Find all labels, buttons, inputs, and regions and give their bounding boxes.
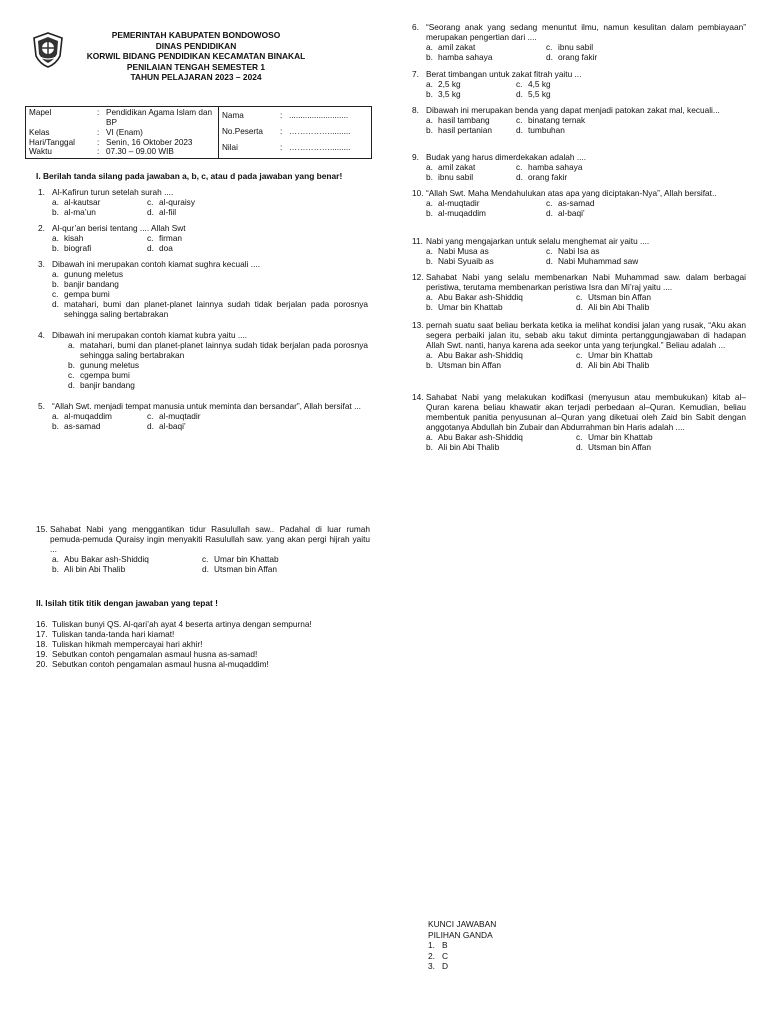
question-text: pernah suatu saat beliau berkata ketika ia melihat kondisi jalan yang rusak, “Aku akan segera perbaiki jalan itu, sebab aku takut diminta pertanggungjawaban di hadapan Allah Swt. nanti, hanya karena ada seekor unta yang terjungkal.” Beliau adalah ... bbox=[426, 320, 746, 350]
question-text: “Allah Swt. menjadi tempat manusia untuk meminta dan bersandar”, Allah bersifat ... bbox=[52, 401, 361, 411]
option-b[interactable]: b. gunung meletus bbox=[68, 359, 140, 370]
answer-key-item: 2. C bbox=[428, 950, 449, 961]
option-a[interactable]: a. Abu Bakar ash-Shiddiq bbox=[426, 349, 523, 360]
question-text: Sahabat Nabi yang melakukan kodifkasi (menyusun atau membukukan) kitab al–Quran karena beliau khawatir akan terjadi perbedaan al–Quran. Kemudian, beliau membentuk panitia penyusunan al–Quran yang diketuai oleh Zaid bin Sabit dengan anggotanya Abdullah bin Zubair dan Abdurrahman bin Haris adalah .... bbox=[426, 392, 746, 432]
option-d[interactable]: d. matahari, bumi dan planet-planet lainnya sudah tidak berjalan pada porosnya sehingga saling bertabrakan bbox=[52, 298, 368, 319]
question-6 bbox=[412, 23, 746, 63]
option-d[interactable]: d. Ali bin Abi Thalib bbox=[576, 301, 650, 312]
option-b[interactable]: b. Umar bin Khattab bbox=[426, 301, 503, 312]
colon: : bbox=[97, 137, 100, 147]
question-11 bbox=[412, 237, 746, 267]
question-number: 13. bbox=[412, 320, 424, 330]
header-line-1: PEMERINTAH KABUPATEN BONDOWOSO bbox=[111, 30, 281, 40]
student-id-cell bbox=[219, 107, 372, 159]
option-c[interactable]: c. binatang ternak bbox=[516, 114, 586, 125]
header-line-5: TAHUN PELAJARAN 2023 – 2024 bbox=[130, 72, 262, 82]
kelas-value: VI (Enam) bbox=[106, 127, 143, 137]
option-d[interactable]: d. banjir bandang bbox=[68, 379, 135, 390]
question-text: Sahabat Nabi yang selalu membenarkan Nabi Muhammad saw. dalam berbagai peristiwa, terutama membenarkan peristiwa Isra dan Mi’raj yaitu .... bbox=[426, 272, 746, 292]
option-d[interactable]: d. Utsman bin Affan bbox=[576, 441, 652, 452]
colon: : bbox=[280, 111, 283, 120]
header-line-2: DINAS PENDIDIKAN bbox=[155, 40, 237, 51]
question-text: “Seorang anak yang sedang menuntut ilmu, namun kesulitan dalam pembiayaan” merupakan pengertian dari .... bbox=[426, 22, 746, 42]
question-number: 1. bbox=[38, 187, 45, 197]
option-b[interactable]: b. as-samad bbox=[52, 420, 101, 431]
option-b[interactable]: b. Ali bin Abi Thalib bbox=[426, 441, 500, 452]
option-b[interactable]: b. Ali bin Abi Thalib bbox=[52, 563, 126, 574]
answer-key-subtitle: PILIHAN GANDA bbox=[428, 929, 493, 940]
question-text: Dibawah ini merupakan benda yang dapat menjadi patokan zakat mal, kecuali... bbox=[426, 105, 720, 115]
answer-key bbox=[428, 919, 496, 972]
colon: : bbox=[97, 108, 100, 117]
option-d[interactable]: d. Nabi Muhammad saw bbox=[546, 255, 639, 266]
option-d[interactable]: d. al-baqi’ bbox=[147, 420, 186, 431]
option-b[interactable]: b. al-muqaddim bbox=[426, 207, 486, 218]
option-d[interactable]: d. orang fakir bbox=[546, 51, 598, 62]
option-c[interactable]: c. cgempa bumi bbox=[68, 369, 130, 380]
question-13 bbox=[412, 321, 746, 371]
option-b[interactable]: b. 3,5 kg bbox=[426, 88, 461, 99]
question-number: 4. bbox=[38, 330, 45, 340]
answer-key-item: 3. D bbox=[428, 961, 449, 971]
question-number: 5. bbox=[38, 401, 45, 411]
option-d[interactable]: d. orang fakir bbox=[516, 171, 568, 182]
option-b[interactable]: b. banjir bandang bbox=[52, 278, 119, 289]
option-c[interactable]: c. Umar bin Khattab bbox=[576, 349, 653, 360]
option-c[interactable]: c. hamba sahaya bbox=[516, 161, 583, 172]
option-c[interactable]: c. as-samad bbox=[546, 197, 595, 208]
option-a[interactable]: a. Abu Bakar ash-Shiddiq bbox=[426, 291, 523, 302]
essay-list bbox=[36, 620, 376, 670]
question-text: Al-qur’an berisi tentang .... Allah Swt bbox=[52, 223, 186, 233]
question-text: Nabi yang mengajarkan untuk selalu menghemat air yaitu .... bbox=[426, 236, 650, 246]
answer-key-title: KUNCI JAWABAN bbox=[428, 919, 497, 929]
option-a[interactable]: a. Nabi Musa as bbox=[426, 245, 489, 256]
colon: : bbox=[280, 143, 283, 152]
nama-label: Nama bbox=[222, 111, 244, 120]
question-text: “Allah Swt. Maha Mendahulukan atas apa yang diciptakan-Nya”, Allah bersifat.. bbox=[426, 188, 717, 198]
option-d[interactable]: d. doa bbox=[147, 242, 173, 253]
question-10 bbox=[412, 189, 746, 219]
option-d[interactable]: d. Utsman bin Affan bbox=[202, 563, 278, 574]
option-a[interactable]: a. hasil tambang bbox=[426, 114, 490, 125]
kelas-label: Kelas bbox=[29, 127, 50, 137]
question-8 bbox=[412, 106, 746, 136]
essay-item: 16. Tuliskan bunyi QS. Al-qari’ah ayat 4 beserta artinya dengan sempurna! bbox=[36, 619, 312, 629]
nopeserta-field[interactable]: ……………......... bbox=[289, 127, 351, 136]
option-a[interactable]: a. kisah bbox=[52, 232, 84, 243]
option-d[interactable]: d. 5,5 kg bbox=[516, 88, 551, 99]
option-c[interactable]: c. firman bbox=[147, 232, 183, 243]
option-b[interactable]: b. Utsman bin Affan bbox=[426, 359, 502, 370]
option-c[interactable]: c. al-quraisy bbox=[147, 196, 195, 207]
question-number: 10. bbox=[412, 188, 424, 198]
option-c[interactable]: c. Nabi Isa as bbox=[546, 245, 600, 256]
question-number: 11. bbox=[412, 236, 423, 246]
question-2 bbox=[38, 224, 368, 254]
question-1 bbox=[38, 188, 368, 218]
option-d[interactable]: d. al-fiil bbox=[147, 206, 177, 217]
option-a[interactable]: a. 2,5 kg bbox=[426, 78, 461, 89]
question-7 bbox=[412, 70, 746, 100]
question-number: 15. bbox=[36, 524, 48, 534]
question-number: 9. bbox=[412, 152, 419, 162]
waktu-value: 07.30 – 09.00 WIB bbox=[106, 147, 174, 157]
option-b[interactable]: b. hamba sahaya bbox=[426, 51, 493, 62]
essay-item: 18. Tuliskan hikmah mempercayai hari akhir! bbox=[36, 638, 203, 649]
question-4 bbox=[38, 331, 368, 391]
option-c[interactable]: c. al-muqtadir bbox=[147, 410, 201, 421]
option-a[interactable]: a. al-muqaddim bbox=[52, 410, 112, 421]
question-9 bbox=[412, 153, 746, 183]
nilai-label: Nilai bbox=[222, 143, 238, 152]
nopeserta-label: No.Peserta bbox=[222, 127, 263, 136]
section-2-heading: II. Isilah titik titik dengan jawaban yang tepat ! bbox=[36, 598, 218, 608]
question-12 bbox=[412, 273, 746, 313]
question-3 bbox=[38, 260, 368, 320]
question-number: 3. bbox=[38, 259, 45, 269]
answer-key-item: 1. B bbox=[428, 940, 448, 950]
option-a[interactable]: a. al-muqtadir bbox=[426, 197, 480, 208]
question-text: Dibawah ini merupakan contoh kiamat kubra yaitu .... bbox=[52, 330, 248, 340]
option-b[interactable]: b. ibnu sabil bbox=[426, 171, 474, 182]
option-c[interactable]: c. Utsman bin Affan bbox=[576, 291, 652, 302]
nilai-field[interactable]: ……………......... bbox=[289, 143, 351, 152]
question-14 bbox=[412, 393, 746, 453]
question-number: 14. bbox=[412, 392, 424, 402]
question-text: Sahabat Nabi yang menggantikan tidur Rasulullah saw.. Padahal di luar rumah pemuda-pemuda Quraisy ingin menyakiti Rasulullah saw. yang akan pergi hijrah yaitu ... bbox=[50, 524, 370, 554]
colon: : bbox=[280, 127, 283, 136]
option-a[interactable]: a. amil zakat bbox=[426, 41, 476, 52]
option-b[interactable]: b. hasil pertanian bbox=[426, 124, 492, 135]
question-15 bbox=[36, 525, 370, 575]
header-line-3: KORWIL BIDANG PENDIDIKAN KECAMATAN BINAKAL bbox=[86, 51, 306, 61]
option-c[interactable]: c. ibnu sabil bbox=[546, 41, 594, 52]
question-text: Dibawah ini merupakan contoh kiamat sughra kecuali .... bbox=[52, 259, 260, 269]
option-b[interactable]: b. al-ma’un bbox=[52, 206, 96, 217]
option-c[interactable]: c. gempa bumi bbox=[52, 288, 110, 299]
document-header bbox=[70, 30, 322, 83]
section-1-heading: I. Berilah tanda silang pada jawaban a, b, c, atau d pada jawaban yang benar! bbox=[36, 171, 343, 181]
question-text: Berat timbangan untuk zakat fitrah yaitu ... bbox=[426, 69, 582, 79]
option-b[interactable]: b. Nabi Syuaib as bbox=[426, 255, 494, 266]
option-c[interactable]: c. Umar bin Khattab bbox=[202, 553, 279, 564]
question-number: 7. bbox=[412, 69, 419, 79]
option-d[interactable]: d. Ali bin Abi Thalib bbox=[576, 359, 650, 370]
hari-label: Hari/Tanggal bbox=[29, 137, 75, 147]
option-a[interactable]: a. gunung meletus bbox=[52, 268, 124, 279]
option-b[interactable]: b. biografi bbox=[52, 242, 92, 253]
nama-field[interactable]: .......................... bbox=[289, 111, 349, 120]
question-5 bbox=[38, 402, 368, 432]
option-a[interactable]: a. amil zakat bbox=[426, 161, 476, 172]
question-text: Al-Kafirun turun setelah surah .... bbox=[52, 187, 174, 197]
mapel-value: Pendidikan Agama Islam dan BP bbox=[106, 108, 213, 127]
option-c[interactable]: c. Umar bin Khattab bbox=[576, 431, 653, 442]
waktu-label: Waktu bbox=[29, 147, 52, 157]
question-number: 8. bbox=[412, 105, 419, 115]
mapel-label: Mapel bbox=[29, 108, 52, 117]
hari-value: Senin, 16 Oktober 2023 bbox=[106, 137, 193, 147]
essay-item: 19. Sebutkan contoh pengamalan asmaul husna as-samad! bbox=[36, 648, 258, 659]
option-d[interactable]: d. tumbuhan bbox=[516, 124, 565, 135]
question-number: 12. bbox=[412, 272, 424, 282]
question-number: 2. bbox=[38, 223, 45, 233]
option-a[interactable]: a. Abu Bakar ash-Shiddiq bbox=[52, 553, 149, 564]
option-a[interactable]: a. al-kautsar bbox=[52, 196, 101, 207]
student-info-table bbox=[25, 106, 372, 159]
question-number: 6. bbox=[412, 22, 419, 32]
colon: : bbox=[97, 147, 100, 157]
colon: : bbox=[97, 127, 100, 137]
school-emblem-logo bbox=[32, 32, 64, 68]
exam-info-cell bbox=[26, 107, 219, 159]
header-line-4: PENILAIAN TENGAH SEMESTER 1 bbox=[126, 61, 266, 72]
option-d[interactable]: d. al-baqi’ bbox=[546, 207, 585, 218]
option-a[interactable]: a. Abu Bakar ash-Shiddiq bbox=[426, 431, 523, 442]
option-a[interactable]: a. matahari, bumi dan planet-planet lainnya sudah tidak berjalan pada porosnya sehingga saling bertabrakan bbox=[68, 339, 368, 360]
essay-item: 20. Sebutkan contoh pengamalan asmaul husna al-muqaddim! bbox=[36, 658, 269, 669]
question-text: Budak yang harus dimerdekakan adalah .... bbox=[426, 152, 587, 162]
essay-item: 17. Tuliskan tanda-tanda hari kiamat! bbox=[36, 628, 175, 639]
option-c[interactable]: c. 4,5 kg bbox=[516, 78, 551, 89]
